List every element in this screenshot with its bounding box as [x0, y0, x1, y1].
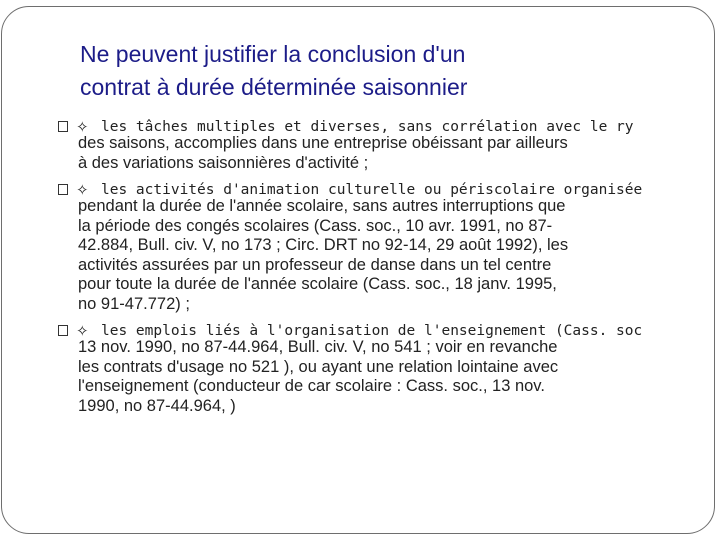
- star-bullet-icon: ✧: [76, 181, 89, 199]
- bullet-line: les contrats d'usage no 521 ), ou ayant une relation lointaine avec: [78, 357, 559, 376]
- bullet-item-2: [0, 179, 720, 314]
- bullet-lead-text: les emplois liés à l'organisation de l'enseignement (Cass. soc: [101, 323, 643, 339]
- checkbox-glyph-icon: [58, 325, 68, 336]
- checkbox-glyph-icon: [58, 184, 68, 195]
- bullet-item-3: [0, 320, 720, 416]
- bullet-line: l'enseignement (conducteur de car scolaire : Cass. soc., 13 nov.: [78, 377, 545, 395]
- star-bullet-icon: ✧: [76, 118, 89, 136]
- bullet-line: 1990, no 87-44.964, ): [78, 396, 236, 415]
- bullet-line: pendant la durée de l'année scolaire, sans autres interruptions que: [78, 197, 566, 215]
- bullet-line: activités assurées par un professeur de danse dans un tel centre: [78, 255, 552, 274]
- bullet-item-1: [0, 116, 720, 173]
- bullet-line: des saisons, accomplies dans une entreprise obéissant par ailleurs: [78, 134, 568, 152]
- bullet-lead-text: les activités d'animation culturelle ou périscolaire organisée: [101, 182, 643, 198]
- bullet-body: [78, 197, 698, 314]
- star-bullet-icon: ✧: [76, 322, 89, 340]
- checkbox-glyph-icon: [58, 121, 68, 132]
- bullet-body: [78, 134, 698, 173]
- bullet-line: à des variations saisonnières d'activité ;: [78, 153, 369, 172]
- bullet-line: 42.884, Bull. civ. V, no 173 ; Circ. DRT no 92-14, 29 août 1992), les: [78, 236, 569, 254]
- bullet-line: la période des congés scolaires (Cass. soc., 10 avr. 1991, no 87-: [78, 216, 553, 235]
- bullet-body: [78, 338, 698, 416]
- slide-title: [80, 38, 680, 104]
- title-line-2: contrat à durée déterminée saisonnier: [80, 74, 468, 100]
- title-line-1: Ne peuvent justifier la conclusion d'un: [80, 41, 466, 67]
- bullet-lead-text: les tâches multiples et diverses, sans corrélation avec le ry: [101, 119, 634, 135]
- bullet-line: pour toute la durée de l'année scolaire (Cass. soc., 18 janv. 1995,: [78, 275, 557, 293]
- bullet-line: no 91-47.772) ;: [78, 294, 190, 313]
- bullet-line: 13 nov. 1990, no 87-44.964, Bull. civ. V, no 541 ; voir en revanche: [78, 338, 558, 356]
